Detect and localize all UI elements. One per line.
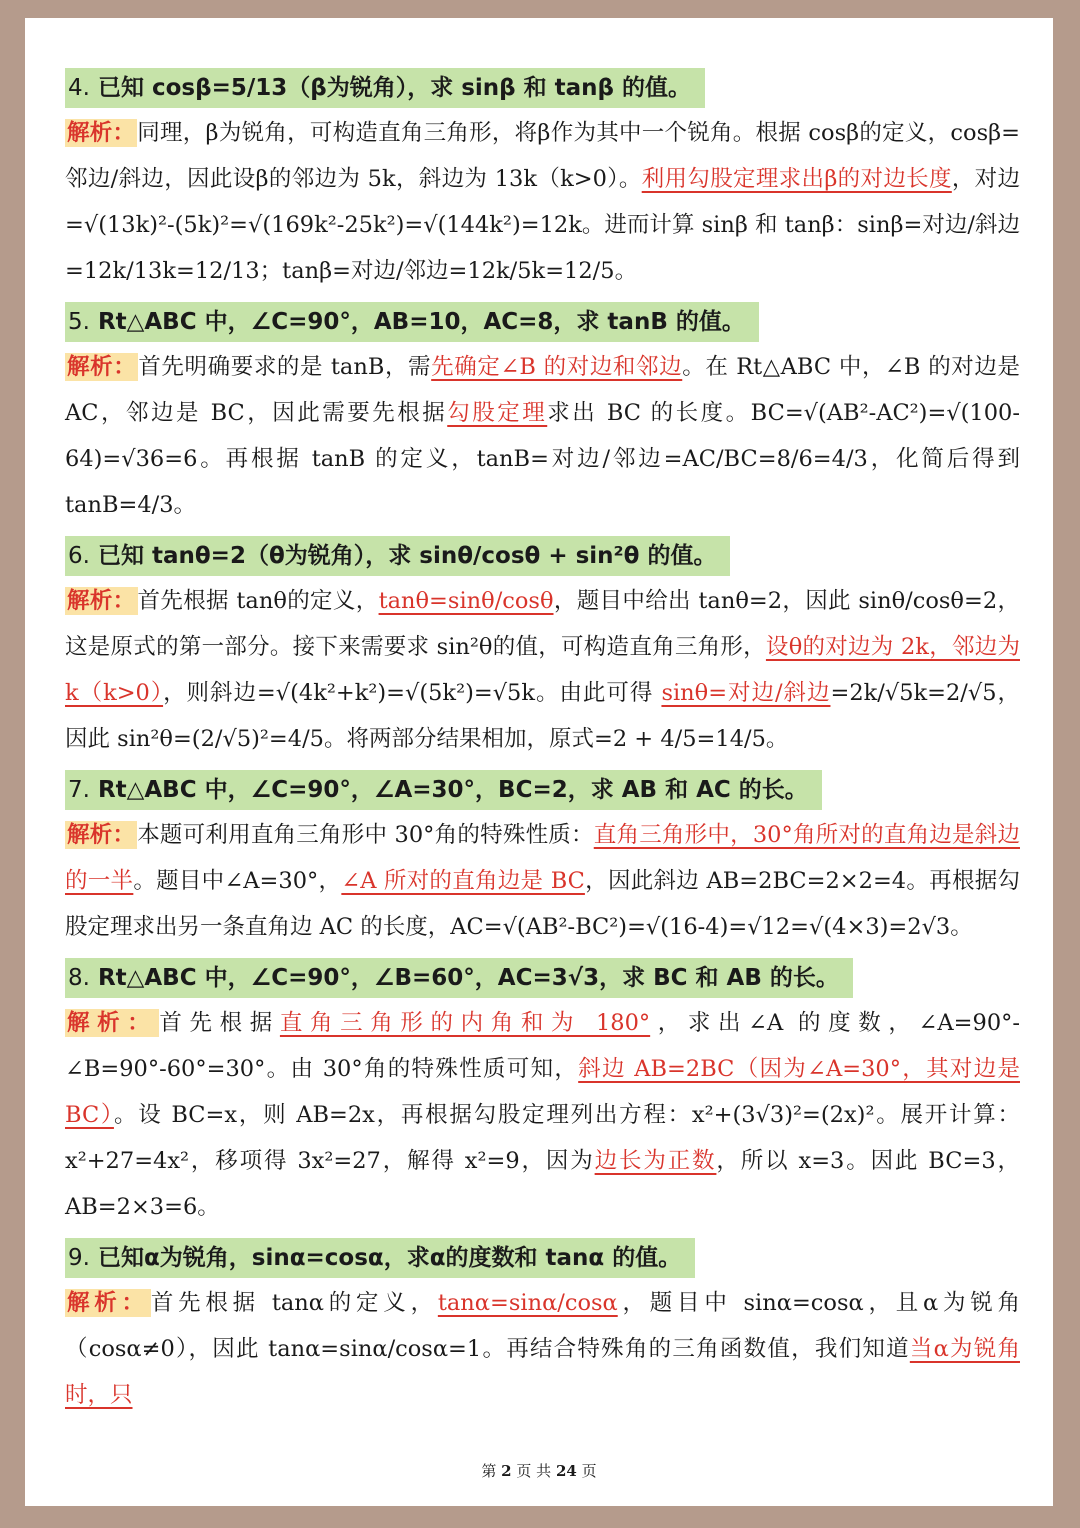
answer-5 [65,344,1020,528]
question-number: 9. [68,1245,90,1271]
document-page [25,18,1053,1506]
answer-text: ，则斜边=√(4k²+k²)=√(5k²)=√5k。由此可得 [163,680,662,706]
question-5-block [65,302,1020,528]
highlight-text: 设θ的对边为 2k，邻边为 k（k>0） [65,634,1020,706]
question-8-heading [65,958,853,998]
question-8-block [65,958,1020,1230]
answer-text: 。在 Rt△ABC 中，∠B 的对边是 AC，邻边是 BC，因此需要先根据 [65,354,1020,426]
question-text: 已知 tanθ=2（θ为锐角），求 sinθ/cosθ + sin²θ 的值。 [97,543,717,569]
question-4-heading [65,68,705,108]
question-7-heading [65,770,822,810]
answer-9 [65,1280,1020,1418]
analysis-label: 解析： [67,354,137,380]
answer-text: 首先根据 [159,1010,280,1036]
analysis-label: 解析： [67,822,136,848]
content [65,68,1020,1426]
highlight-text: tanθ=sinθ/cosθ [378,588,554,614]
question-4-block [65,68,1020,294]
highlight-text: 先确定∠B 的对边和邻边 [431,354,683,380]
question-number: 7. [68,777,90,803]
answer-text: 。题目中∠A=30°， [133,868,342,894]
highlight-text: 斜边 AB=2BC（因为∠A=30°，其对边是 BC） [65,1056,1020,1128]
question-text: 已知α为锐角，sinα=cosα，求α的度数和 tanα 的值。 [97,1245,682,1271]
question-9-block [65,1238,1020,1418]
question-7-block [65,770,1020,950]
answer-text: =2k/√5k=2/√5，因此 sin²θ=(2/√5)²=4/5。将两部分结果相加，原式=2 + 4/5=14/5。 [65,680,1021,752]
footer-prefix: 第 [481,1462,497,1480]
question-6-heading [65,536,730,576]
highlight-text: 直角三角形中，30°角所对的直角边是斜边的一半 [65,822,1020,894]
question-number: 8. [68,965,90,991]
answer-text: 本题可利用直角三角形中 30°角的特殊性质： [137,822,594,848]
question-text: Rt△ABC 中，∠C=90°，AB=10，AC=8，求 tanB 的值。 [97,309,745,335]
analysis-label: 解析： [67,588,136,614]
question-text: Rt△ABC 中，∠C=90°，∠A=30°，BC=2，求 AB 和 AC 的长。 [97,777,808,803]
highlight-text: sinθ=对边/斜边 [661,680,831,706]
question-number: 5. [68,309,90,335]
answer-text: 求出 BC 的长度。BC=√(AB²-AC²)=√(100-64)=√36=6。再根据 tanB 的定义，tanB=对边/邻边=AC/BC=8/6=4/3，化简后得到 tanB=4/3。 [65,400,1020,518]
answer-text: ，题目中 sinα=cosα，且α为锐角（cosα≠0），因此 tanα=sinα/cosα=1。再结合特殊角的三角函数值，我们知道 [65,1290,1021,1362]
footer-mid: 页 共 [516,1462,552,1480]
highlight-text: 直角三角形的内角和为 180° [279,1010,651,1036]
answer-text: ，求出∠A 的度数，∠A=90°-∠B=90°-60°=30°。由 30°角的特殊性质可知， [65,1010,1020,1082]
footer-total-pages: 24 [555,1462,577,1480]
question-6-block [65,536,1020,762]
answer-text: 首先明确要求的是 tanB，需 [138,354,432,380]
question-number: 6. [68,543,90,569]
answer-4 [65,110,1020,294]
answer-text: ，所以 x=3。因此 BC=3，AB=2×3=6。 [65,1148,1020,1220]
question-number: 4. [68,75,90,101]
analysis-label: 解析： [67,1290,149,1316]
highlight-text: ∠A 所对的直角边是 BC [341,868,585,894]
highlight-text: tanα=sinα/cosα [437,1290,618,1316]
analysis-label: 解析： [67,1010,158,1036]
answer-text: 。设 BC=x，则 AB=2x，再根据勾股定理列出方程：x²+(3√3)²=(2x)²。展开计算：x²+27=4x²，移项得 3x²=27，解得 x²=9，因为 [65,1102,1020,1174]
highlight-text: 边长为正数 [594,1148,717,1174]
analysis-label: 解析： [67,120,136,146]
answer-text: ，因此斜边 AB=2BC=2×2=4。再根据勾股定理求出另一条直角边 AC 的长度，AC=√(AB²-BC²)=√(16-4)=√12=√(4×3)=2√3。 [65,868,1020,940]
question-9-heading [65,1238,695,1278]
highlight-text: 当α为锐角时，只 [65,1336,1020,1408]
answer-6 [65,578,1020,762]
highlight-text: 利用勾股定理求出β的对边长度 [641,166,952,192]
answer-7 [65,812,1020,950]
answer-text: 首先根据 tanα的定义， [150,1290,438,1316]
question-text: Rt△ABC 中，∠C=90°，∠B=60°，AC=3√3，求 BC 和 AB 的长。 [97,965,839,991]
answer-8 [65,1000,1020,1230]
highlight-text: 勾股定理 [447,400,548,426]
question-5-heading [65,302,759,342]
answer-text: ，对边=√(13k)²-(5k)²=√(169k²-25k²)=√(144k²)=12k。进而计算 sinβ 和 tanβ：sinβ=对边/斜边=12k/13k=12/13；tanβ=对边/邻边=12k/5k=12/5。 [65,166,1020,284]
answer-text: 同理，β为锐角，可构造直角三角形，将β作为其中一个锐角。根据 cosβ的定义，cosβ=邻边/斜边，因此设β的邻边为 5k，斜边为 13k（k>0）。 [65,120,1020,192]
answer-text: 首先根据 tanθ的定义， [137,588,379,614]
answer-text: ，题目中给出 tanθ=2，因此 sinθ/cosθ=2，这是原式的第一部分。接下来需要求 sin²θ的值，可构造直角三角形， [65,588,1020,660]
question-text: 已知 cosβ=5/13（β为锐角），求 sinβ 和 tanβ 的值。 [97,75,692,101]
footer-page-number: 2 [501,1462,512,1480]
footer-suffix: 页 [581,1462,597,1480]
page-footer [25,1460,1053,1481]
